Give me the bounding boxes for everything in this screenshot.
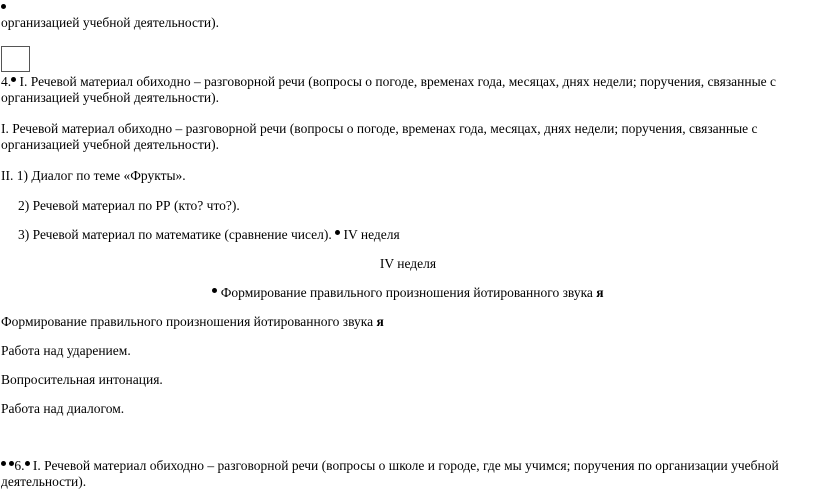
bullet-icon — [1, 4, 6, 9]
bullet-icon — [212, 288, 217, 293]
bullet-icon — [335, 230, 340, 235]
section-2-item-3-suffix: IV неделя — [343, 227, 400, 242]
item-4 — [1, 74, 801, 106]
item-6-number: 6. — [14, 458, 25, 473]
item-6 — [1, 458, 801, 490]
formation-bullet-sound: я — [596, 285, 604, 300]
formation-bullet-text: Формирование правильного произношения йотированного звука — [220, 285, 593, 300]
bullet-icon — [1, 461, 6, 466]
item-6-text: I. Речевой материал обиходно – разговорной речи (вопросы о школе и городе, где мы учимся; поручения по организации учебной деятельности). — [1, 458, 779, 489]
week-title: IV неделя — [379, 256, 437, 271]
bullet-icon — [11, 77, 16, 82]
paragraph-1: I. Речевой материал обиходно – разговорной речи (вопросы о погоде, временах года, месяцах, днях недели; поручения, связанные с организацией учебной деятельности). — [1, 121, 758, 152]
image-placeholder — [1, 46, 30, 72]
formation-line — [1, 314, 384, 330]
section-2-item-2: 2) Речевой материал по РР (кто? что?). — [18, 198, 240, 213]
section-2-item-3 — [18, 227, 400, 243]
item-4-text: I. Речевой материал обиходно – разговорной речи (вопросы о погоде, временах года, месяцах, днях недели; поручения, связанные с организацией учебной деятельности). — [1, 74, 777, 105]
section-2-heading: II. 1) Диалог по теме «Фрукты». — [1, 168, 186, 183]
task-stress: Работа над ударением. — [1, 343, 131, 358]
task-intonation: Вопросительная интонация. — [1, 372, 163, 387]
formation-sound: я — [376, 314, 384, 329]
formation-text: Формирование правильного произношения йотированного звука — [1, 314, 374, 329]
top-fragment: организацией учебной деятельности). — [1, 15, 219, 30]
item-4-number: 4. — [1, 74, 12, 89]
section-2-item-3-text: 3) Речевой материал по математике (сравнение чисел). — [18, 227, 332, 242]
formation-bullet-line — [0, 285, 816, 301]
task-dialogue: Работа над диалогом. — [1, 401, 125, 416]
bullet-icon — [25, 461, 30, 466]
